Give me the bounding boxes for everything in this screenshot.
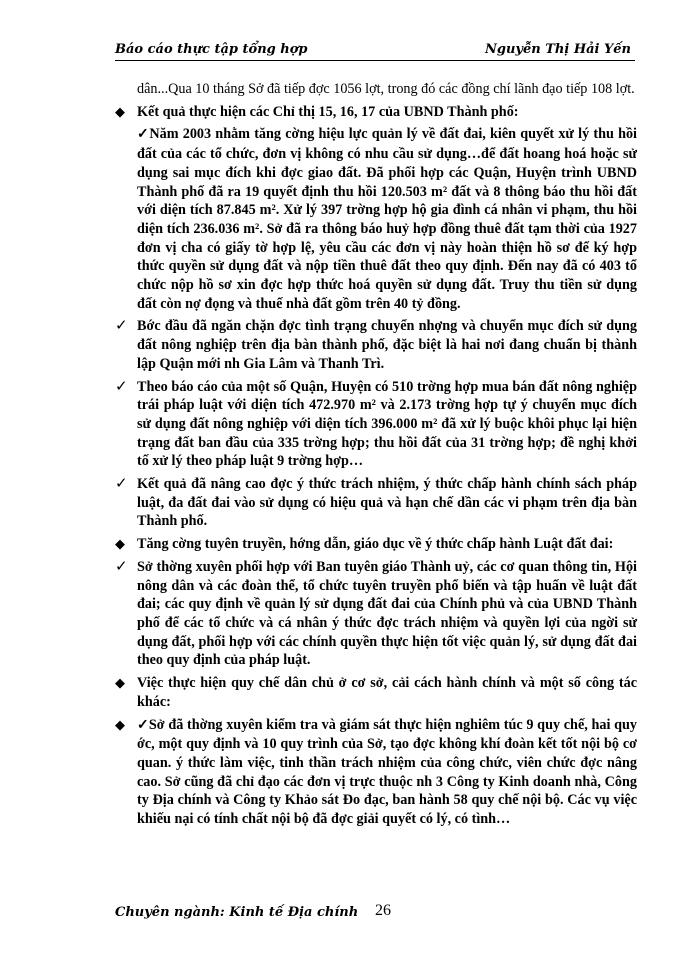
list-item-text (137, 535, 637, 554)
list-item-text (137, 317, 637, 373)
list-item-body: Kết quả thực hiện các Chỉ thị 15, 16, 17 của UBND Thành phố: (137, 103, 519, 120)
list-item-text (137, 716, 637, 829)
check-bullet-icon: ✓ (115, 378, 128, 395)
list-item-body: Sở thờng xuyên phối hợp với Ban tuyên giáo Thành uỷ, các cơ quan thông tin, Hội nông dân và các đoàn thể, tổ chức tuyên truyền phổ biến và tập huấn về luật đất đai; các quy định về quản lý sử dụng đất đai của Chính phủ và của UBND Thành phố để các tổ chức và cá nhân ý thức đợc trách nhiệm và quyền lợi của ngời sử dụng đất, phối hợp với các chính quyền thực hiện tốt việc quản lý, sử dụng đất đai theo quy định của pháp luật. (137, 558, 637, 669)
list-item (115, 378, 637, 472)
list-item-body: Sở đã thờng xuyên kiểm tra và giám sát thực hiện nghiêm túc 9 quy chế, hai quy ớc, một quy định và 10 quy trình của Sở, tạo đợc không khí đoàn kết tốt nội bộ cơ quan. ý thức làm việc, tinh thần trách nhiệm của công chức, viên chức đợc nâng cao. Sở cũng đã chỉ đạo các đơn vị trực thuộc nh 3 Công ty Kinh doanh nhà, Công ty Địa chính và Công ty Khảo sát Đo đạc, ban hành 58 quy chế nội bộ. Các vụ việc khiếu nại có tính chất nội bộ đã đợc giải quyết có lý, có tình… (137, 716, 638, 828)
list-item (115, 125, 637, 313)
list-item-text (137, 475, 637, 531)
check-inline-icon: ✓ (137, 127, 150, 143)
list-item (115, 103, 637, 122)
check-bullet-icon: ✓ (115, 318, 128, 335)
check-inline-icon: ✓ (137, 717, 149, 733)
list-item-body: Năm 2003 nhằm tăng cờng hiệu lực quản lý về đất đai, kiên quyết xử lý thu hồi đất của các tổ chức, đơn vị không có nhu cầu sử dụng…để đất hoang hoá hoặc sử dụng sai mục đích khi đợc giao đất. Đã phối hợp các Quận, Huyện trình UBND Thành phố đã ra 19 quyết định thu hồi 120.503 m² đất và 8 thông báo thu hồi đất với diện tích 87.845 m². Xử lý 397 trờng hợp hộ gia đình cá nhân vi phạm, thu hồi diện tích 236.036 m². Sở đã ra thông báo huỷ hợp đồng thuê đất tạm thời của 1927 đơn vị cha có giấy tờ hợp lệ, yêu cầu các đơn vị này hoàn thiện hồ sơ để ký hợp thức quyền sử dụng đất và nộp tiền thuê đất theo quy định. Đến nay đã có 403 tổ chức nộp hồ sơ xin đợc hợp thức hoá quyền sử dụng đất. Truy thu tiền sử dụng đất còn nợ đọng và thuế nhà đất gồm trên 40 tỷ đồng. (137, 126, 637, 312)
page-number: 26 (375, 902, 391, 919)
list-item-text (137, 674, 637, 711)
diamond-bullet-icon: ◆ (115, 675, 125, 691)
list-item (115, 558, 637, 670)
list-item-text (137, 125, 637, 313)
list-item-text (137, 558, 637, 670)
document-body (115, 80, 637, 829)
header-report-title: Báo cáo thực tập tổng hợp (115, 42, 308, 57)
check-bullet-icon: ✓ (115, 558, 128, 575)
list-item (115, 535, 637, 554)
list-item-text (137, 378, 637, 472)
diamond-bullet-icon: ◆ (115, 536, 125, 552)
page-header (115, 44, 635, 61)
check-bullet-icon: ✓ (115, 476, 128, 493)
list-item-body: Bớc đầu đã ngăn chặn đợc tình trạng chuyển nhợng và chuyển mục đích sử dụng đất nông nghiệp trên địa bàn thành phố, đặc biệt là hai nơi đang chuẩn bị thành lập Quận mới nh Gia Lâm và Thanh Trì. (137, 318, 637, 372)
list-item (115, 716, 637, 829)
list-item-body: Tăng cờng tuyên truyền, hớng dẫn, giáo dục về ý thức chấp hành Luật đất đai: (137, 536, 614, 553)
list-item-body: Theo báo cáo của một số Quận, Huyện có 510 trờng hợp mua bán đất nông nghiệp trái pháp luật với diện tích 472.970 m² và 2.173 trờng hợp tự ý chuyển mục đích sử dụng đất nông nghiệp với diện tích 396.000 m² đã xử lý buộc khôi phục lại hiện trạng đất ban đầu của 335 trờng hợp; thu hồi đất của 31 trờng hợp; đề nghị khởi tố xử lý theo pháp luật 9 trờng hợp… (137, 378, 637, 470)
intro-paragraph: dân...Qua 10 tháng Sở đã tiếp đợc 1056 lợt, trong đó các đồng chí lãnh đạo tiếp 108 lợt. (137, 81, 635, 97)
bullet-list (115, 103, 637, 829)
list-item (115, 317, 637, 373)
diamond-bullet-icon: ◆ (115, 103, 125, 119)
header-author: Nguyễn Thị Hải Yến (485, 42, 631, 57)
footer-major: Chuyên ngành: Kinh tế Địa chính (115, 905, 359, 920)
list-item-text (137, 103, 637, 122)
list-item-body: Kết quả đã nâng cao đợc ý thức trách nhiệm, ý thức chấp hành chính sách pháp luật, đa đất đai vào sử dụng có hiệu quả và hạn chế dần các vi phạm trên địa bàn Thành phố. (137, 476, 637, 530)
list-item (115, 674, 637, 711)
diamond-bullet-icon: ◆ (115, 716, 125, 732)
list-item (115, 475, 637, 531)
list-item-body: Việc thực hiện quy chế dân chủ ở cơ sở, cải cách hành chính và một số công tác khác: (137, 675, 637, 710)
